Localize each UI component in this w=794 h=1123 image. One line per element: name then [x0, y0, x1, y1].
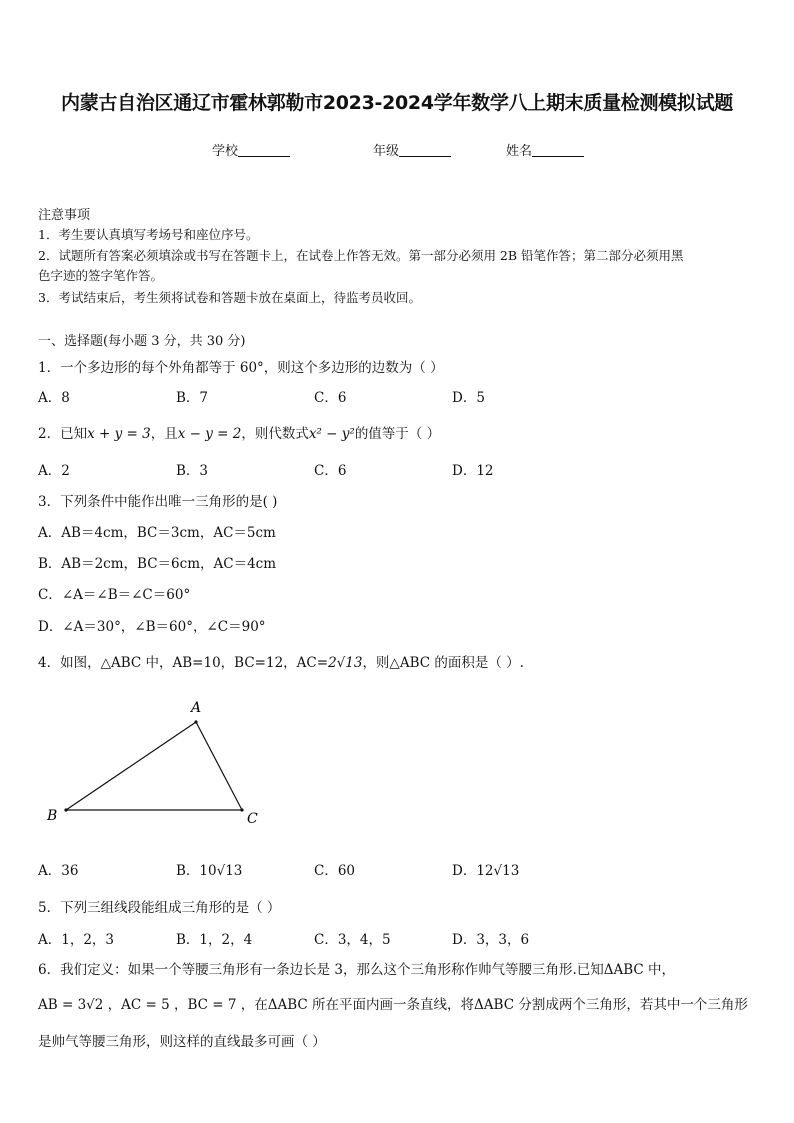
vertex-a-label: A	[191, 700, 202, 716]
question-3-option-a: A．AB＝4cm，BC＝3cm，AC＝5cm	[38, 525, 276, 541]
question-6-line-3: 是帅气等腰三角形，则这样的直线最多可画（ ）	[38, 1034, 326, 1050]
vertex-c-dot	[240, 808, 243, 811]
question-5-option-a: A．1，2，3	[38, 932, 115, 948]
vertex-b-label: B	[47, 808, 58, 824]
school-blank	[238, 144, 290, 157]
vertex-c-label: C	[247, 811, 258, 827]
question-6-line-2: AB = 3√2 ，AC = 5 ，BC = 7 ，在ΔABC 所在平面内画一条直线，将ΔABC 分割成两个三角形，若其中一个三角形	[38, 997, 748, 1013]
question-2-text-b: ，且	[150, 426, 178, 442]
question-2-option-b: B．3	[176, 463, 209, 479]
question-4-option-c: C．60	[314, 863, 356, 879]
question-4-text-b: ，则△ABC 的面积是（ ）.	[362, 655, 524, 671]
question-1-option-a: A．8	[38, 390, 70, 406]
question-2-expression: x² − y²	[308, 426, 355, 442]
question-4-stem	[38, 651, 524, 671]
question-2-option-d: D．12	[452, 463, 494, 479]
question-2-text-a: 2．已知	[38, 426, 88, 442]
name-label: 姓名	[506, 144, 533, 159]
question-5-option-c: C．3，4，5	[314, 932, 391, 948]
question-1-option-c: C．6	[314, 390, 347, 406]
question-3-option-b: B．AB＝2cm，BC＝6cm，AC＝4cm	[38, 556, 277, 572]
grade-field	[373, 140, 451, 159]
triangle-abc	[66, 722, 242, 810]
question-2-equation-2: x − y = 2	[177, 426, 242, 442]
question-3-stem: 3．下列条件中能作出唯一三角形的是( )	[38, 494, 278, 510]
question-4-option-d: D．12√13	[452, 863, 520, 879]
question-2-stem	[38, 422, 440, 442]
note-item: 3．考试结束后，考生须将试卷和答题卡放在桌面上，待监考员收回。	[38, 290, 421, 305]
question-3-option-c: C．∠A＝∠B＝∠C＝60°	[38, 587, 191, 603]
question-4-option-a: A．36	[38, 863, 79, 879]
note-item: 色字迹的签字笔作答。	[38, 268, 164, 283]
note-item: 1．考生要认真填写考场号和座位序号。	[38, 227, 259, 242]
section-heading: 一、选择题(每小题 3 分，共 30 分)	[38, 334, 246, 349]
vertex-a-dot	[194, 720, 197, 723]
grade-label: 年级	[373, 144, 400, 159]
vertex-b-dot	[64, 808, 67, 811]
question-2-equation-1: x + y = 3	[87, 426, 151, 442]
question-5-option-d: D．3，3，6	[452, 932, 530, 948]
question-5-option-b: B．1，2，4	[176, 932, 253, 948]
school-label: 学校	[212, 144, 239, 159]
question-1-stem: 1．一个多边形的每个外角都等于 60°，则这个多边形的边数为（ ）	[38, 360, 444, 376]
question-2-option-c: C．6	[314, 463, 347, 479]
grade-blank	[399, 144, 451, 157]
name-field	[506, 140, 584, 159]
question-4-option-b: B．10√13	[176, 863, 243, 879]
question-3-option-d: D．∠A＝30°，∠B＝60°，∠C＝90°	[38, 619, 266, 635]
question-2-option-a: A．2	[38, 463, 70, 479]
name-blank	[532, 144, 584, 157]
question-1-option-d: D．5	[452, 390, 485, 406]
question-1-option-b: B．7	[176, 390, 209, 406]
question-4-text-a: 4．如图，△ABC 中，AB=10，BC=12，AC=	[38, 655, 329, 671]
question-4-root: 2√13	[328, 655, 363, 671]
triangle-figure	[40, 695, 280, 830]
question-2-text-c: ，则代数式	[241, 426, 309, 442]
question-6-line-1: 6．我们定义：如果一个等腰三角形有一条边长是 3，那么这个三角形称作帅气等腰三角形.已知ΔABC 中，	[38, 962, 676, 978]
note-item: 2．试题所有答案必须填涂或书写在答题卡上，在试卷上作答无效。第一部分必须用 2B 铅笔作答；第二部分必须用黑	[38, 248, 684, 263]
question-2-text-d: 的值等于（ ）	[354, 426, 441, 442]
school-field	[212, 140, 290, 159]
question-5-stem: 5．下列三组线段能组成三角形的是（ ）	[38, 900, 281, 916]
notes-heading: 注意事项	[38, 208, 91, 223]
exam-title: 内蒙古自治区通辽市霍林郭勒市2023-2024学年数学八上期末质量检测模拟试题	[61, 92, 733, 114]
